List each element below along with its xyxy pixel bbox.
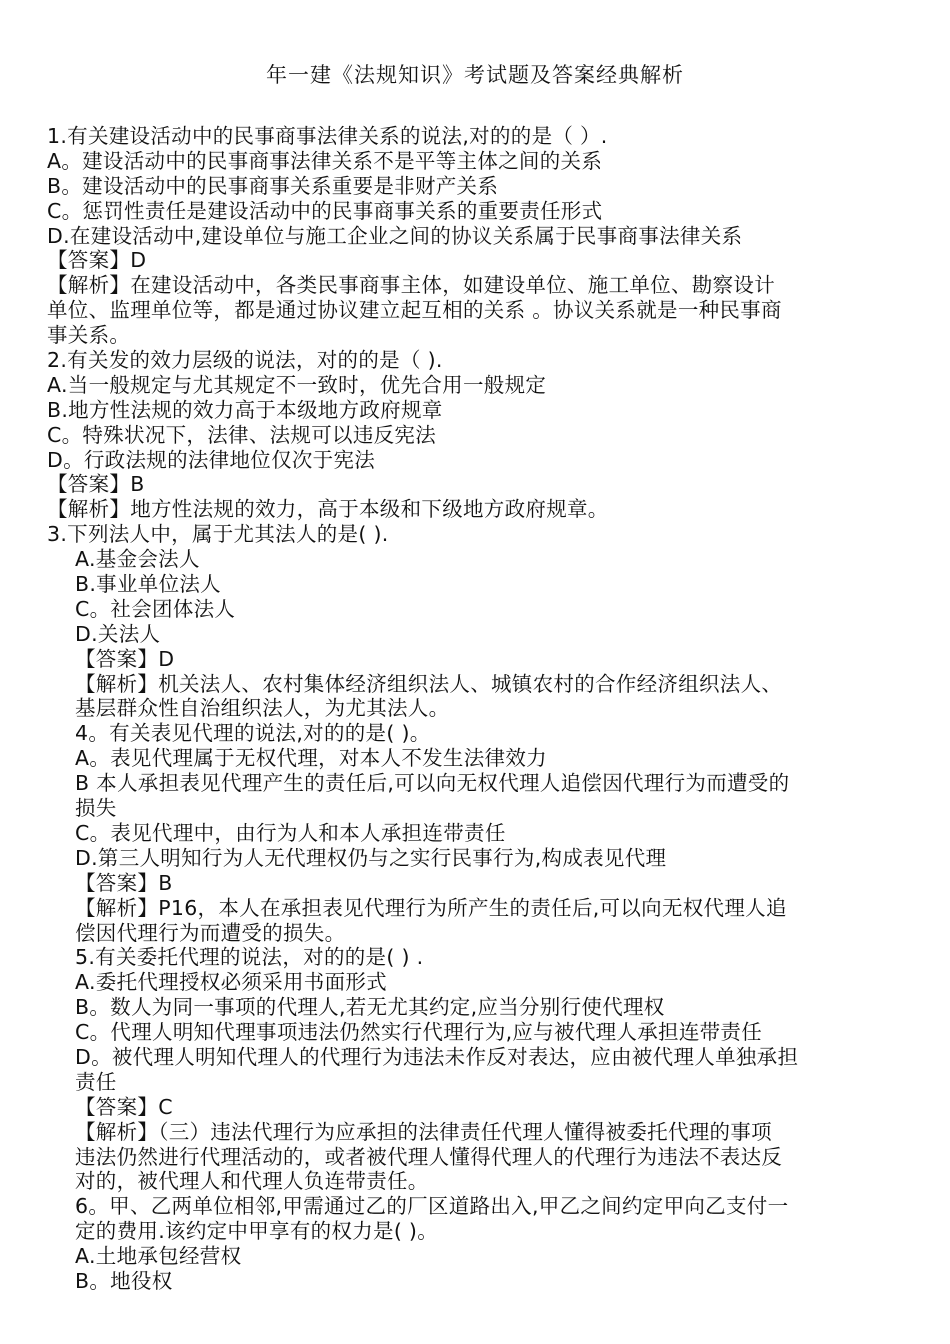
document-body [47, 124, 917, 1294]
q4-analysis: 【解析】P16，本人在承担表见代理行为所产生的责任后,可以向无权代理人追 [75, 895, 787, 920]
q4-answer: 【答案】B [75, 870, 173, 895]
q2-answer: 【答案】B [47, 472, 145, 497]
q1-option-d: D.在建设活动中,建设单位与施工企业之间的协议关系属于民事商事法律关系 [47, 223, 743, 248]
q3-analysis: 【解析】机关法人、农村集体经济组织法人、城镇农村的合作经济组织法人、 [75, 671, 783, 696]
q1-analysis-cont: 事关系。 [47, 323, 131, 348]
q1-option-c: C。惩罚性责任是建设活动中的民事商事关系的重要责任形式 [47, 198, 603, 223]
q1-analysis: 【解析】在建设活动中，各类民事商事主体，如建设单位、施工单位、勘察设计 [47, 273, 775, 298]
q3-analysis-cont: 基层群众性自治组织法人，为尤其法人。 [75, 696, 450, 721]
q1-stem: 1.有关建设活动中的民事商事法律关系的说法,对的的是（ ）. [47, 124, 608, 148]
q4-analysis-cont: 偿因代理行为而遭受的损失。 [75, 920, 346, 945]
q3-answer: 【答案】D [75, 646, 175, 671]
document-title: 年一建《法规知识》考试题及答案经典解析 [266, 63, 684, 87]
q2-option-c: C。特殊状况下，法律、法规可以违反宪法 [47, 422, 437, 447]
q4-option-a: A。表见代理属于无权代理，对本人不发生法律效力 [75, 746, 547, 771]
q4-stem: 4。有关表见代理的说法,对的的是( )。 [75, 721, 431, 746]
q5-stem: 5.有关委托代理的说法，对的的是( ) . [75, 945, 424, 970]
q2-option-a: A.当一般规定与尤其规定不一致时，优先合用一般规定 [47, 372, 547, 397]
q1-answer: 【答案】D [47, 248, 147, 273]
q4-option-c: C。表见代理中，由行为人和本人承担连带责任 [75, 820, 506, 845]
q4-option-d: D.第三人明知行为人无代理权仍与之实行民事行为,构成表见代理 [75, 845, 667, 870]
q3-option-d: D.关法人 [75, 621, 161, 646]
q5-option-d: D。被代理人明知代理人的代理行为违法未作反对表达，应由被代理人单独承担 [75, 1044, 799, 1069]
q6-option-b: B。地役权 [75, 1268, 173, 1293]
q3-option-b: B.事业单位法人 [75, 572, 221, 597]
q3-stem: 3.下列法人中，属于尤其法人的是( ). [47, 522, 389, 547]
q6-option-a: A.土地承包经营权 [75, 1244, 242, 1269]
q3-option-a: A.基金会法人 [75, 547, 200, 572]
q2-option-b: B.地方性法规的效力高于本级地方政府规章 [47, 397, 443, 422]
q2-option-d: D。行政法规的法律地位仅次于宪法 [47, 447, 376, 472]
q4-option-b: B 本人承担表见代理产生的责任后,可以向无权代理人追偿因代理行为而遭受的 [75, 771, 790, 796]
q5-answer: 【答案】C [75, 1094, 173, 1119]
q1-option-b: B。建设活动中的民事商事关系重要是非财产关系 [47, 173, 499, 198]
q5-option-b: B。数人为同一事项的代理人,若无尤其约定,应当分别行使代理权 [75, 995, 665, 1020]
q5-analysis-cont: 违法仍然进行代理活动的，或者被代理人懂得代理人的代理行为违法不表达反 [75, 1144, 783, 1169]
q5-option-a: A.委托代理授权必须采用书面形式 [75, 970, 387, 995]
q1-analysis-cont: 单位、监理单位等，都是通过协议建立起互相的关系 。协议关系就是一种民事商 [47, 298, 782, 323]
q5-option-d-cont: 责任 [75, 1069, 117, 1094]
q6-stem: 6。甲、乙两单位相邻,甲需通过乙的厂区道路出入,甲乙之间约定甲向乙支付一 [75, 1194, 789, 1219]
q2-stem: 2.有关发的效力层级的说法，对的的是（ ). [47, 348, 443, 373]
q5-analysis-cont: 对的，被代理人和代理人负连带责任。 [75, 1169, 429, 1194]
q2-analysis: 【解析】地方性法规的效力，高于本级和下级地方政府规章。 [47, 497, 609, 522]
q4-option-b-cont: 损失 [75, 796, 117, 821]
q5-option-c: C。代理人明知代理事项违法仍然实行代理行为,应与被代理人承担连带责任 [75, 1020, 763, 1045]
q5-analysis: 【解析】（三）违法代理行为应承担的法律责任代理人懂得被委托代理的事项 [75, 1119, 772, 1144]
q6-stem-cont: 定的费用.该约定中甲享有的权力是( )。 [75, 1219, 439, 1244]
q3-option-c: C。社会团体法人 [75, 596, 236, 621]
q1-option-a: A。建设活动中的民事商事法律关系不是平等主体之间的关系 [47, 148, 603, 173]
